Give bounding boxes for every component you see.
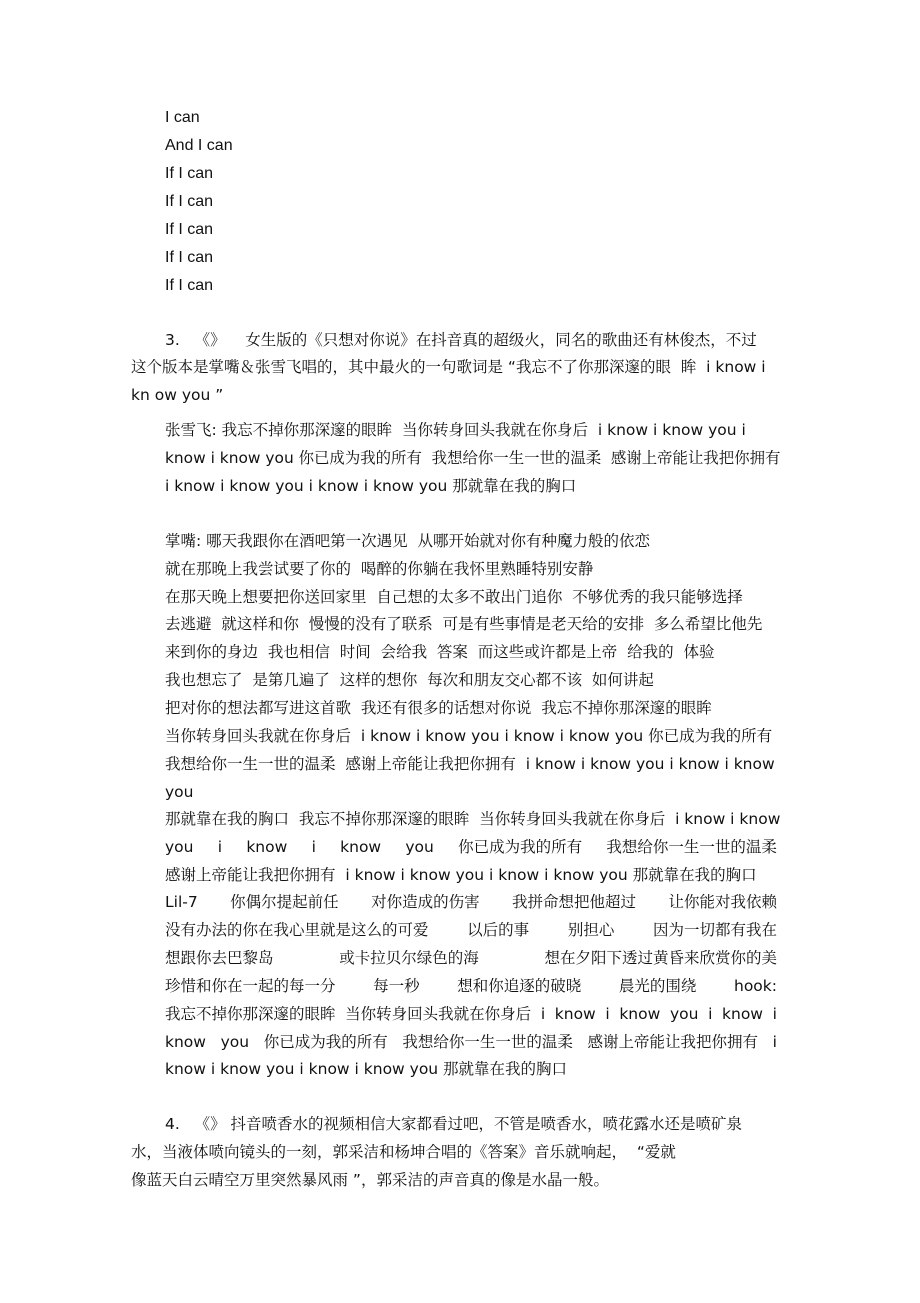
lyric-word: 我忘不掉你那深邃的眼眸 bbox=[165, 1005, 336, 1023]
lyric-word: you bbox=[405, 838, 434, 856]
lyric-word: 想跟你去巴黎岛 bbox=[165, 949, 274, 967]
lyric-word: know bbox=[619, 1005, 661, 1023]
lyric-line bbox=[165, 1004, 777, 1024]
lyric-word: i bbox=[772, 1005, 777, 1023]
lyric-word: i bbox=[311, 838, 316, 856]
lyric-line: If I can bbox=[165, 277, 214, 294]
lyric-word: know bbox=[340, 838, 382, 856]
lyric-line: If I can bbox=[165, 221, 214, 238]
lyric-word: 对你造成的伤害 bbox=[371, 893, 480, 911]
lyric-word: 没有办法的你在我心里就是这么的可爱 bbox=[165, 921, 429, 939]
lyric-line: 那就靠在我的胸口 我忘不掉你那深邃的眼眸 当你转身回头我就在你身后 i know i know bbox=[165, 810, 781, 828]
lyric-word: know bbox=[246, 838, 288, 856]
lyric-word: know bbox=[722, 1005, 763, 1023]
section-3-paragraph: 这个版本是掌嘴＆张雪飞唱的，其中最火的一句歌词是 “我忘不了你那深邃的眼 眸 i know i bbox=[131, 358, 766, 376]
lyric-word: 我想给你一生一世的温柔 bbox=[606, 838, 777, 856]
lyric-line: If I can bbox=[165, 193, 214, 210]
lyric-line: you bbox=[165, 783, 194, 801]
lyric-word: 让你能对我依赖 bbox=[668, 893, 777, 911]
lyric-word: 珍惜和你在一起的每一分 bbox=[165, 977, 336, 995]
section-3-paragraph: kn ow you ” bbox=[131, 386, 224, 404]
lyric-line bbox=[165, 1032, 777, 1052]
lyric-word: i bbox=[708, 1005, 713, 1023]
lyric-line: 来到你的身边 我也相信 时间 会给我 答案 而这些或许都是上帝 给我的 体验 bbox=[165, 643, 715, 661]
lyric-line: I can bbox=[165, 109, 200, 126]
lyric-word: Lil-7 bbox=[165, 893, 198, 911]
lyric-word: 因为一切都有我在 bbox=[652, 921, 777, 939]
lyric-line: If I can bbox=[165, 249, 214, 266]
section-4-paragraph: 像蓝天白云晴空万里突然暴风雨 ”，郭采洁的声音真的像是水晶一般。 bbox=[131, 1171, 609, 1189]
lyric-word: 你偶尔提起前任 bbox=[230, 893, 339, 911]
lyric-line: i know i know you i know i know you 那就靠在我的胸口 bbox=[165, 477, 577, 495]
lyric-word: 我拼命想把他超过 bbox=[512, 893, 637, 911]
lyric-line bbox=[165, 920, 777, 940]
lyric-line bbox=[165, 948, 777, 968]
lyric-line bbox=[165, 976, 777, 996]
lyric-word: know bbox=[165, 1033, 206, 1051]
lyric-word: 以后的事 bbox=[467, 921, 530, 939]
lyric-word: 你已成为我的所有 bbox=[263, 1033, 388, 1051]
section-4-paragraph: 4. 《》 抖音喷香水的视频相信大家都看过吧，不管是喷香水，喷花露水还是喷矿泉 bbox=[165, 1115, 742, 1133]
lyric-line: 去逃避 就这样和你 慢慢的没有了联系 可是有些事情是老天给的安排 多么希望比他先 bbox=[165, 615, 763, 633]
lyric-line: 掌嘴: 哪天我跟你在酒吧第一次遇见 从哪开始就对你有种魔力般的依恋 bbox=[165, 532, 651, 550]
lyric-word: you bbox=[669, 1005, 699, 1023]
lyric-word: 想和你追逐的破晓 bbox=[457, 977, 582, 995]
lyric-line: 把对你的想法都写进这首歌 我还有很多的话想对你说 我忘不掉你那深邃的眼眸 bbox=[165, 699, 712, 717]
lyric-word: 感谢上帝能让我把你拥有 bbox=[587, 1033, 758, 1051]
lyric-word: you bbox=[165, 838, 194, 856]
lyric-line: 我也想忘了 是第几遍了 这样的想你 每次和朋友交心都不该 如何讲起 bbox=[165, 671, 654, 689]
lyric-word: know bbox=[554, 1005, 596, 1023]
lyric-line: 就在那晚上我尝试要了你的 喝醉的你躺在我怀里熟睡特别安静 bbox=[165, 560, 594, 578]
lyric-line: 感谢上帝能让我把你拥有 i know i know you i know i know you 那就靠在我的胸口 bbox=[165, 866, 757, 884]
lyric-word: 每一秒 bbox=[373, 977, 420, 995]
lyric-line: 我想给你一生一世的温柔 感谢上帝能让我把你拥有 i know i know you i know i know bbox=[165, 755, 775, 773]
lyric-line: 当你转身回头我就在你身后 i know i know you i know i know you 你已成为我的所有 bbox=[165, 727, 773, 745]
lyric-line: 张雪飞: 我忘不掉你那深邃的眼眸 当你转身回头我就在你身后 i know i know you i bbox=[165, 421, 746, 439]
lyric-word: 晨光的围绕 bbox=[618, 977, 697, 995]
lyric-word: i bbox=[540, 1005, 546, 1023]
lyric-word: hook: bbox=[734, 977, 777, 995]
section-3-paragraph: 3. 《》 女生版的《只想对你说》在抖音真的超级火，同名的歌曲还有林俊杰，不过 bbox=[165, 331, 757, 349]
lyric-line: And I can bbox=[165, 137, 233, 154]
lyric-word: 或卡拉贝尔绿色的海 bbox=[339, 949, 479, 967]
lyric-line: know i know you i know i know you 那就靠在我的胸口 bbox=[165, 1060, 568, 1078]
lyric-line: 在那天晚上想要把你送回家里 自己想的太多不敢出门追你 不够优秀的我只能够选择 bbox=[165, 588, 743, 606]
lyric-word: 你已成为我的所有 bbox=[458, 838, 583, 856]
lyric-line: If I can bbox=[165, 165, 214, 182]
lyric-word: 当你转身回头我就在你身后 bbox=[345, 1005, 532, 1023]
lyric-word: i bbox=[217, 838, 223, 856]
lyric-line bbox=[165, 837, 777, 857]
lyric-line: know i know you 你已成为我的所有 我想给你一生一世的温柔 感谢上帝能让我把你拥有 bbox=[165, 449, 781, 467]
lyric-line bbox=[165, 892, 777, 912]
lyric-word: i bbox=[605, 1005, 610, 1023]
section-4-paragraph: 水，当液体喷向镜头的一刻，郭采洁和杨坤合唱的《答案》音乐就响起， “爱就 bbox=[131, 1143, 676, 1161]
lyric-word: 想在夕阳下透过黄昏来欣赏你的美 bbox=[544, 949, 777, 967]
lyric-word: 别担心 bbox=[567, 921, 615, 939]
lyric-word: i bbox=[772, 1033, 777, 1051]
lyric-word: you bbox=[220, 1033, 250, 1051]
lyric-word: 我想给你一生一世的温柔 bbox=[402, 1033, 573, 1051]
